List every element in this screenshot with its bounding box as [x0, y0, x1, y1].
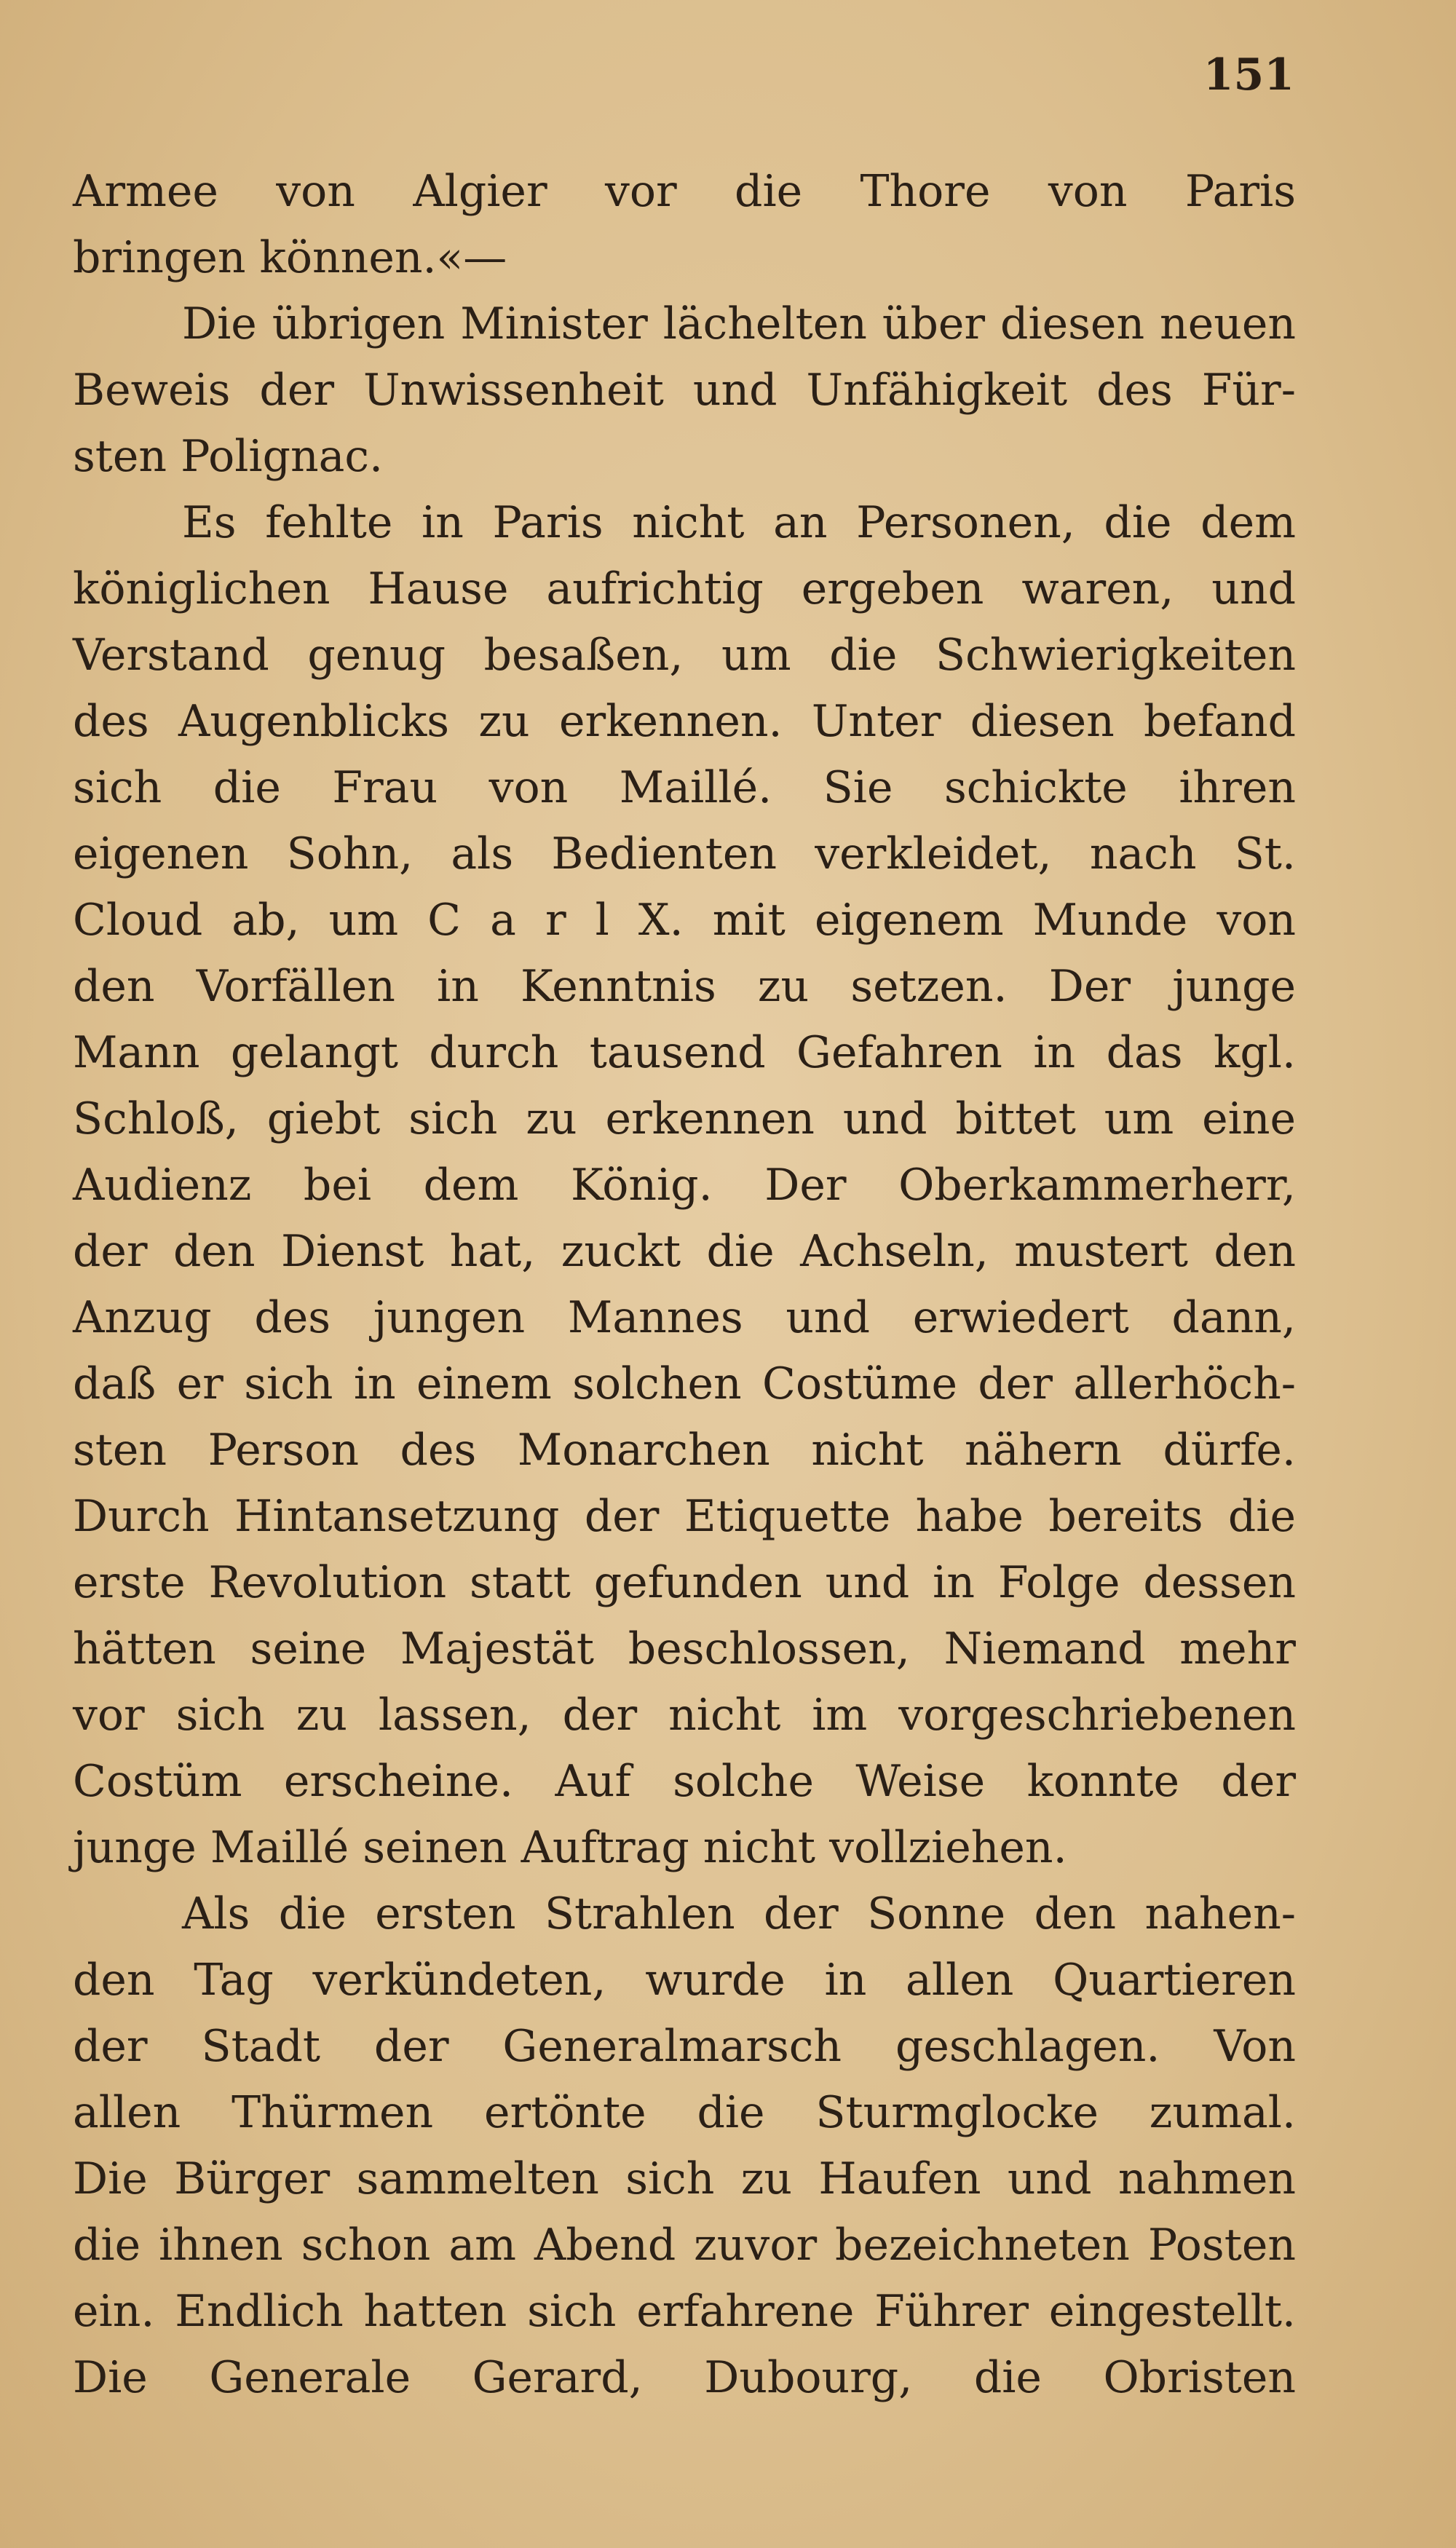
text-line: die ihnen schon am Abend zuvor bezeichneten Posten [73, 2220, 1296, 2271]
text-line: erste Revolution statt gefunden und in Folge dessen [73, 1557, 1296, 1608]
text-line: sich die Frau von Maillé. Sie schickte ihren [73, 762, 1296, 813]
text-line: Die übrigen Minister lächelten über diesen neuen [182, 298, 1296, 349]
text-line: eigenen Sohn, als Bedienten verkleidet, nach St. [73, 828, 1296, 879]
text-line: Cloud ab, um C a r l X. mit eigenem Munde von [73, 895, 1296, 946]
text-line: königlichen Hause aufrichtig ergeben waren, und [73, 563, 1296, 614]
text-line: der Stadt der Generalmarsch geschlagen. Von [73, 2021, 1296, 2072]
text-line: Beweis der Unwissenheit und Unfähigkeit des Für- [73, 365, 1296, 416]
text-line: des Augenblicks zu erkennen. Unter diesen befand [73, 696, 1296, 747]
text-line: vor sich zu lassen, der nicht im vorgeschriebenen [73, 1690, 1296, 1741]
text-line: Audienz bei dem König. Der Oberkammerherr, [73, 1160, 1296, 1211]
text-line: Schloß, giebt sich zu erkennen und bittet um eine [73, 1093, 1296, 1144]
text-line: den Vorfällen in Kenntnis zu setzen. Der junge [73, 961, 1296, 1012]
text-line: Mann gelangt durch tausend Gefahren in das kgl. [73, 1027, 1296, 1078]
text-line: den Tag verkündeten, wurde in allen Quartieren [73, 1955, 1296, 2006]
text-line: der den Dienst hat, zuckt die Achseln, mustert den [73, 1226, 1296, 1277]
body-text [73, 159, 1296, 2411]
text-line: daß er sich in einem solchen Costüme der allerhöch- [73, 1358, 1296, 1409]
text-line: Verstand genug besaßen, um die Schwierigkeiten [73, 630, 1296, 681]
text-line: sten Person des Monarchen nicht nähern dürfe. [73, 1425, 1296, 1476]
text-line: Armee von Algier vor die Thore von Paris [73, 166, 1296, 217]
text-line: Anzug des jungen Mannes und erwiedert dann, [73, 1292, 1296, 1343]
text-line: allen Thürmen ertönte die Sturmglocke zumal. [73, 2087, 1296, 2138]
text-line: ein. Endlich hatten sich erfahrene Führer eingestellt. [73, 2286, 1296, 2337]
text-line: Die Bürger sammelten sich zu Haufen und nahmen [73, 2153, 1296, 2204]
text-line: Costüm erscheine. Auf solche Weise konnte der [73, 1756, 1296, 1807]
text-line: hätten seine Majestät beschlossen, Niemand mehr [73, 1623, 1296, 1674]
text-line: Die Generale Gerard, Dubourg, die Obristen [73, 2352, 1296, 2403]
page-number: 151 [1203, 50, 1294, 100]
text-line: Es fehlte in Paris nicht an Personen, die dem [182, 497, 1296, 548]
text-line: sten Polignac. [73, 431, 384, 482]
text-line: junge Maillé seinen Auftrag nicht vollziehen. [73, 1822, 1067, 1873]
text-line: bringen können.«— [73, 232, 507, 283]
text-line: Durch Hintansetzung der Etiquette habe bereits die [73, 1491, 1296, 1542]
text-line: Als die ersten Strahlen der Sonne den nahen- [182, 1888, 1296, 1939]
